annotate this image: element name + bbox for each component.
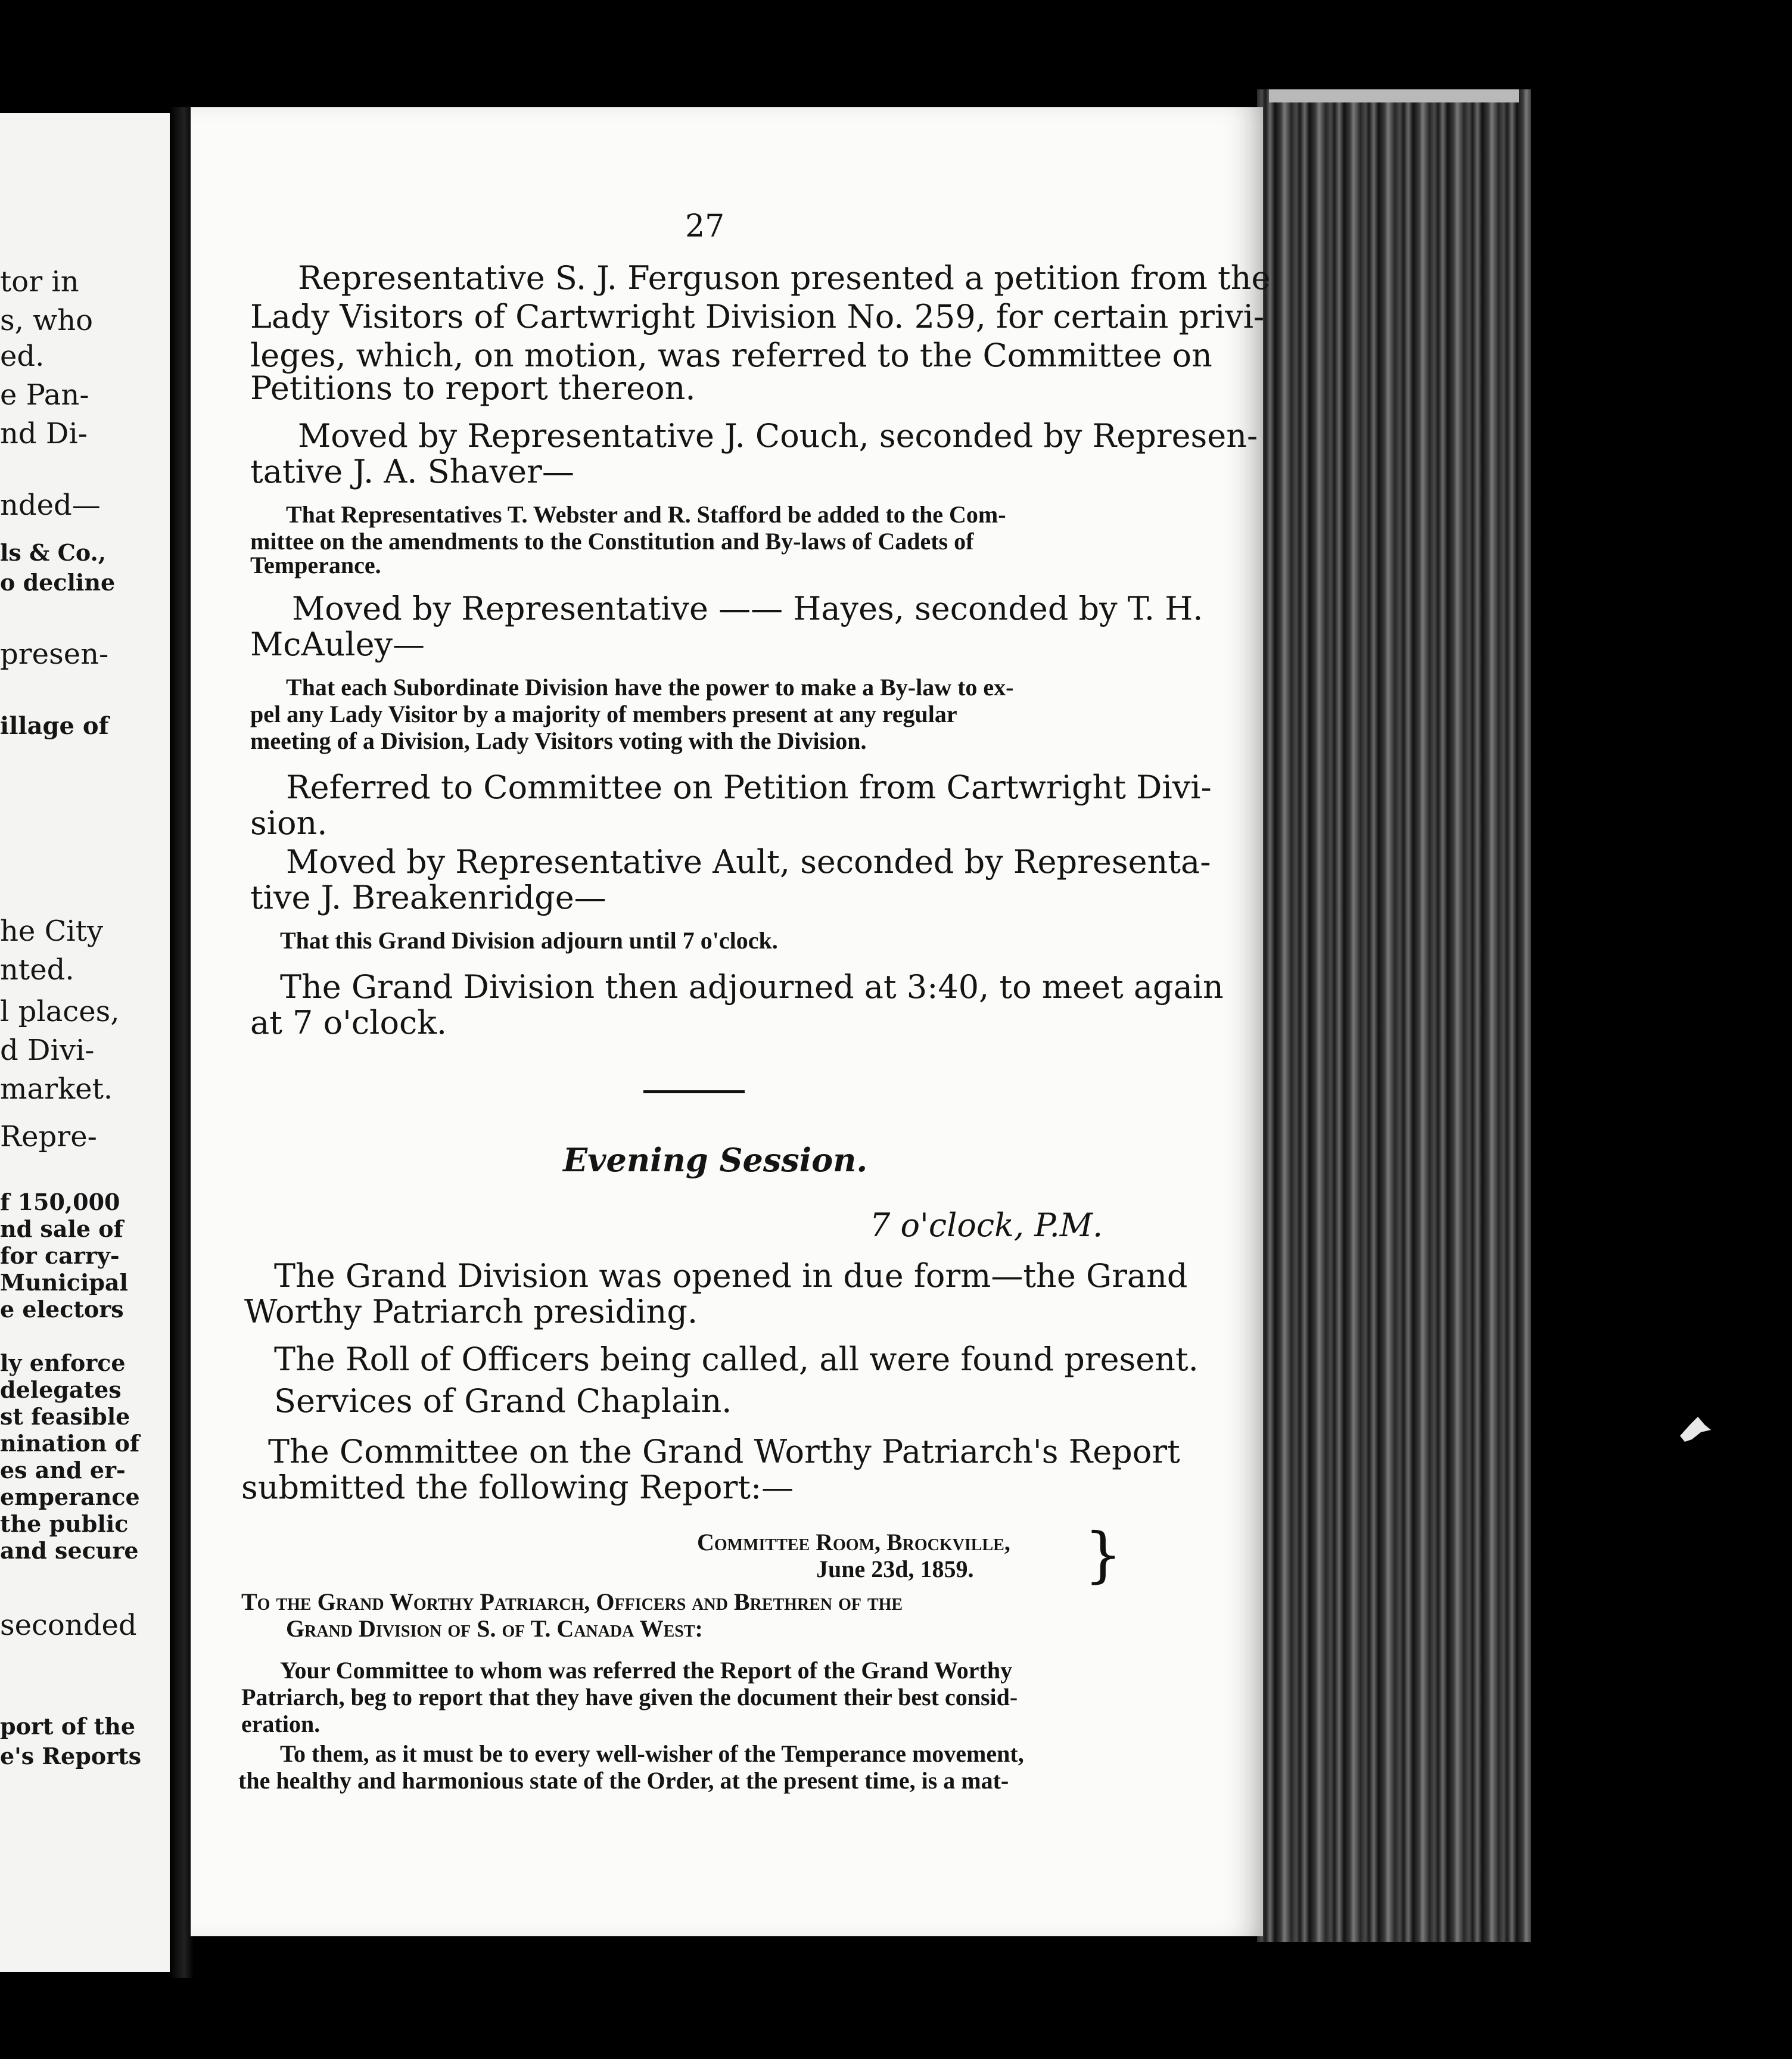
left-line: emperance	[0, 1483, 140, 1510]
address-line: To the Grand Worthy Patriarch, Officers and Brethren of the	[241, 1588, 903, 1615]
report-date: June 23d, 1859.	[816, 1556, 974, 1582]
paragraph-line: Moved by Representative —— Hayes, seconded by T. H.	[292, 590, 1203, 627]
left-line: e electors	[0, 1296, 124, 1323]
left-line: e Pan-	[0, 378, 89, 412]
paragraph-line: The Grand Division then adjourned at 3:40, to meet again	[280, 968, 1224, 1006]
left-line: nted.	[0, 953, 74, 987]
left-line: Repre-	[0, 1120, 97, 1153]
left-line: the public	[0, 1510, 129, 1537]
address-line: Grand Division of S. of T. Canada West:	[286, 1615, 703, 1642]
left-line: illage of	[0, 712, 109, 740]
left-line: nd sale of	[0, 1215, 123, 1242]
left-line: o decline	[0, 569, 116, 596]
left-line: tor in	[0, 265, 79, 298]
resolution-line: meeting of a Division, Lady Visitors voting with the Division.	[250, 727, 867, 754]
paragraph-line: Referred to Committee on Petition from Cartwright Divi-	[286, 769, 1212, 806]
page-number: 27	[685, 209, 725, 244]
report-line: the healthy and harmonious state of the Order, at the present time, is a mat-	[238, 1767, 1009, 1794]
left-line: and secure	[0, 1537, 139, 1564]
left-line: nination of	[0, 1430, 140, 1457]
resolution-line: pel any Lady Visitor by a majority of members present at any regular	[250, 701, 957, 727]
report-line: Your Committee to whom was referred the Report of the Grand Worthy	[280, 1657, 1013, 1684]
resolution-line: That Representatives T. Webster and R. Stafford be added to the Com-	[286, 501, 1006, 528]
left-line: ly enforce	[0, 1349, 126, 1376]
left-line: port of the	[0, 1713, 135, 1740]
paragraph-line: Moved by Representative Ault, seconded by Representa-	[286, 843, 1211, 881]
debris-speck-icon	[1674, 1412, 1716, 1448]
paragraph-line: The Grand Division was opened in due form—the Grand	[274, 1257, 1188, 1295]
section-divider	[643, 1090, 745, 1093]
book-gutter	[170, 107, 194, 1978]
paragraph-line: leges, which, on motion, was referred to the Committee on	[250, 337, 1212, 374]
report-line: To them, as it must be to every well-wisher of the Temperance movement,	[280, 1740, 1024, 1767]
resolution-line: That this Grand Division adjourn until 7 o'clock.	[280, 927, 778, 954]
right-brace-icon: }	[1084, 1520, 1122, 1590]
section-heading: Evening Session.	[563, 1141, 868, 1179]
paragraph-line: Lady Visitors of Cartwright Division No. 259, for certain privi-	[250, 298, 1265, 335]
left-line: presen-	[0, 637, 109, 671]
paragraph-line: Moved by Representative J. Couch, seconded by Represen-	[298, 417, 1258, 455]
report-line: eration.	[241, 1710, 321, 1737]
left-facing-page	[0, 113, 170, 1972]
paragraph-line: tive J. Breakenridge—	[250, 879, 606, 916]
book-page-edges	[1257, 89, 1531, 1942]
paragraph-line: sion.	[250, 804, 328, 842]
paragraph-line: Services of Grand Chaplain.	[274, 1382, 732, 1420]
resolution-line: mittee on the amendments to the Constitution and By-laws of Cadets of	[250, 528, 974, 555]
report-location: Committee Room, Brockville,	[697, 1529, 1010, 1556]
right-page	[191, 107, 1271, 1936]
paragraph-line: McAuley—	[250, 626, 425, 663]
left-line: ls & Co.,	[0, 539, 106, 566]
left-line: st feasible	[0, 1403, 130, 1430]
left-line: he City	[0, 915, 104, 948]
report-line: Patriarch, beg to report that they have given the document their best consid-	[241, 1684, 1018, 1710]
left-line: Municipal	[0, 1269, 128, 1296]
paragraph-line: Petitions to report thereon.	[250, 369, 696, 407]
left-line: ed.	[0, 340, 45, 373]
left-line: delegates	[0, 1376, 122, 1403]
paragraph-line: tative J. A. Shaver—	[250, 453, 574, 490]
paragraph-line: at 7 o'clock.	[250, 1004, 447, 1041]
left-line: nd Di-	[0, 417, 88, 450]
left-line: l places,	[0, 995, 120, 1028]
left-line: d Divi-	[0, 1034, 95, 1067]
resolution-line: Temperance.	[250, 552, 381, 578]
paragraph-line: The Roll of Officers being called, all were found present.	[274, 1340, 1199, 1378]
left-line: es and er-	[0, 1457, 126, 1483]
left-line: nded—	[0, 489, 101, 522]
paragraph-line: Worthy Patriarch presiding.	[244, 1293, 698, 1330]
session-time: 7 o'clock, P.M.	[870, 1206, 1103, 1244]
paragraph-line: submitted the following Report:—	[241, 1469, 794, 1506]
left-line: market.	[0, 1072, 113, 1106]
left-line: s, who	[0, 304, 94, 337]
left-line: f 150,000	[0, 1189, 120, 1215]
resolution-line: That each Subordinate Division have the power to make a By-law to ex-	[286, 674, 1014, 701]
left-line: seconded	[0, 1609, 137, 1642]
book-top-edge	[1269, 89, 1519, 102]
paragraph-line: The Committee on the Grand Worthy Patriarch's Report	[268, 1433, 1180, 1470]
left-line: for carry-	[0, 1242, 120, 1269]
paragraph-line: Representative S. J. Ferguson presented a petition from the	[298, 259, 1271, 297]
left-line: e's Reports	[0, 1743, 142, 1769]
